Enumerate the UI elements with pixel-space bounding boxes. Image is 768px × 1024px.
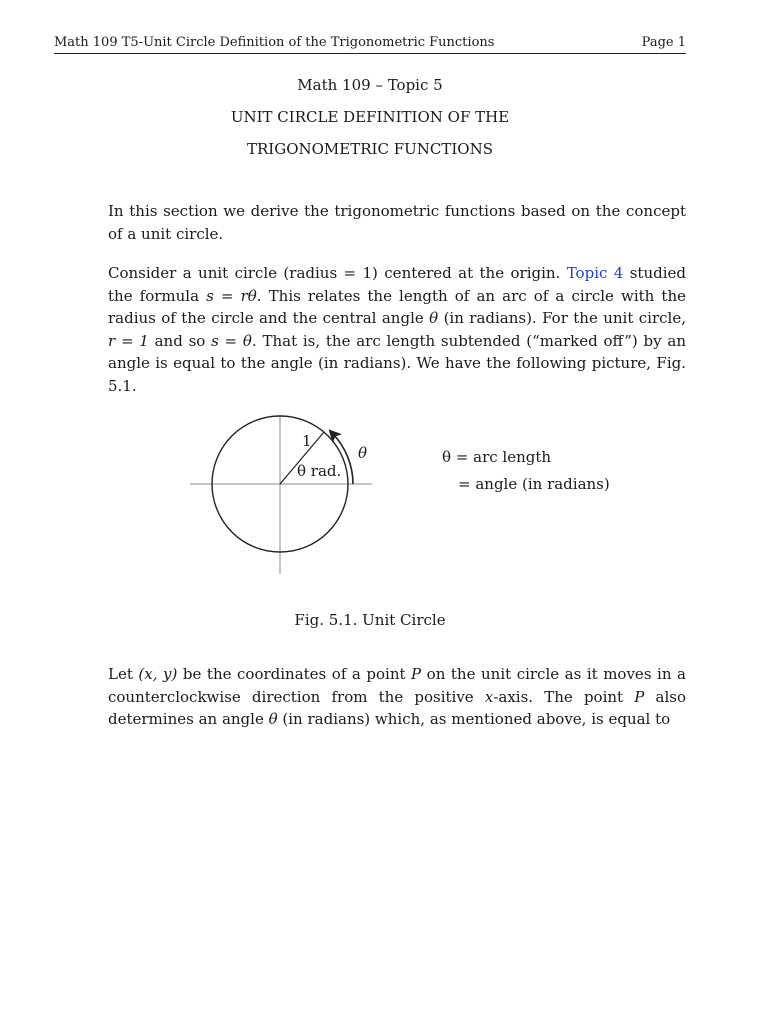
x-variable: x [484,687,494,706]
text-segment: and so [148,331,212,350]
title-course-topic: Math 109 – Topic 5 [297,76,443,94]
text-segment: be the coordinates of a point [177,665,412,683]
coordinates: (x, y) [138,665,178,683]
text-segment: (in radians). For the unit circle, [438,309,686,327]
text-segment: . This relates the length of an arc of a circle with the radius of the circle and the central angle [108,286,686,327]
theta-symbol: θ [429,309,439,327]
header-title: Math 109 T5-Unit Circle Definition of the Trigonometric Functions [54,35,495,50]
arc-length-formula: s = rθ [206,286,257,305]
arc-label: θ [358,444,368,462]
text-segment: Let [108,665,139,683]
annotation-line-1: θ = arc length [442,448,552,466]
page-number: Page 1 [641,35,686,50]
text-segment: Consider a unit circle (radius = 1) centered at the origin. [108,264,567,282]
unit-circle-paragraph [108,262,686,397]
header-divider [54,53,686,54]
point-p: P [634,687,645,706]
text-segment: on the unit circle as it moves in a counterclockwise direction from the positive [108,665,686,706]
theta-symbol: θ [268,710,278,728]
figure-caption: Fig. 5.1. Unit Circle [294,611,446,629]
text-segment: (in radians) which, as mentioned above, is equal to [277,710,671,728]
document-title [54,74,686,170]
text-segment: -axis. The point [493,687,635,706]
topic-4-link[interactable]: Topic 4 [566,264,624,282]
radius-formula: r = 1 [108,331,149,350]
title-line-1: UNIT CIRCLE DEFINITION OF THE [230,108,510,126]
annotation-line-2: = angle (in radians) [458,475,610,493]
figure-annotation [442,444,610,498]
point-p: P [411,665,422,683]
angle-label: θ rad. [297,462,342,480]
intro-paragraph: In this section we derive the trigonometric functions based on the concept of a unit circle. [108,202,686,243]
text-segment: studied the formula [108,264,686,305]
radius-label: 1 [302,432,312,450]
running-header [54,34,686,52]
unit-arc-formula: s = θ [211,331,252,350]
point-p-paragraph [108,663,686,731]
text-segment: also determines an angle [108,687,687,728]
title-line-2: TRIGONOMETRIC FUNCTIONS [247,140,493,158]
text-segment: . That is, the arc length subtended (“marked off”) by an angle is equal to the angle (in radians). We have the following picture, Fig. 5.1. [108,331,686,395]
